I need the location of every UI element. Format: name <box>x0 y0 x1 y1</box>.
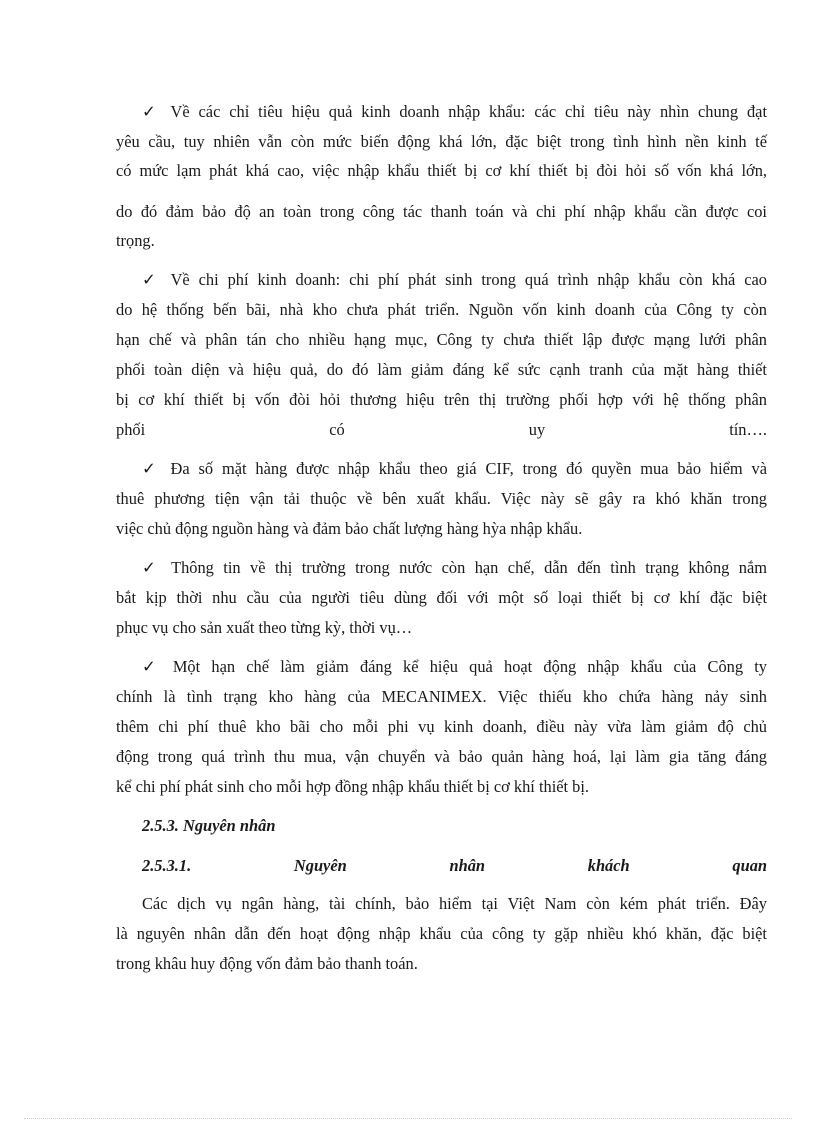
paragraph-5-line-1: ✓ Một hạn chế làm giảm đáng kể hiệu quả hoạt động nhập khẩu của Công ty <box>142 657 767 676</box>
paragraph-1-line-2: yêu cầu, tuy nhiên vẫn còn mức biến động khá lớn, đặc biệt trong tình hình nền kinh tế <box>116 132 767 151</box>
paragraph-5-line-4: động trong quá trình thu mua, vận chuyển và bảo quản hàng hoá, lại làm gia tăng đáng <box>116 747 767 766</box>
paragraph-5-line-5: kể chi phí phát sinh cho mỗi hợp đồng nhập khẩu thiết bị cơ khí thiết bị. <box>116 777 590 796</box>
paragraph-3-line-3: việc chủ động nguồn hàng và đảm bảo chất lượng hàng hỳa nhập khẩu. <box>116 519 583 538</box>
closing-paragraph-line-2: là nguyên nhân dẫn đến hoạt động nhập khẩu của công ty gặp nhiều khó khăn, đặc biệt <box>116 924 767 943</box>
checkmark-icon: ✓ <box>142 657 163 676</box>
page-bottom-rule <box>24 1118 792 1119</box>
paragraph-5-line-2: chính là tình trạng kho hàng của MECANIMEX. Việc thiếu kho chứa hàng nảy sinh <box>116 687 767 706</box>
paragraph-1-line-1: ✓ Về các chỉ tiêu hiệu quả kinh doanh nhập khẩu: các chỉ tiêu này nhìn chung đạt <box>142 102 767 121</box>
paragraph-4-line-3: phục vụ cho sản xuất theo từng kỳ, thời vụ… <box>116 618 413 637</box>
checkmark-icon: ✓ <box>142 270 161 289</box>
paragraph-2-line-3: hạn chế và phân tán cho nhiều hạng mục, Công ty chưa thiết lập được mạng lưới phân <box>116 330 767 349</box>
closing-paragraph-line-3: trong khâu huy động vốn đảm bảo thanh toán. <box>116 954 418 973</box>
paragraph-2-line-1: ✓ Về chi phí kinh doanh: chi phí phát sinh trong quá trình nhập khẩu còn khá cao <box>142 270 767 289</box>
checkmark-icon: ✓ <box>142 102 161 121</box>
checkmark-icon: ✓ <box>142 558 162 577</box>
paragraph-1-line-3: có mức lạm phát khá cao, việc nhập khẩu thiết bị cơ khí thiết bị đòi hỏi số vốn khá lớn, <box>116 161 767 180</box>
paragraph-3-line-2: thuê phương tiện vận tải thuộc về bên xuất khẩu. Việc này sẽ gây ra khó khăn trong <box>116 489 767 508</box>
paragraph-2-line-4: phối toàn diện và hiệu quả, do đó làm giảm đáng kể sức cạnh tranh của mặt hàng thiết <box>116 360 767 379</box>
paragraph-4-line-1: ✓ Thông tin về thị trường trong nước còn hạn chế, dẫn đến tình trạng không nắm <box>142 558 767 577</box>
paragraph-3-line-1: ✓ Đa số mặt hàng được nhập khẩu theo giá CIF, trong đó quyền mua bảo hiểm và <box>142 459 768 478</box>
subsection-heading: 2.5.3.1. Nguyên nhân khách quan <box>142 856 767 875</box>
closing-paragraph-line-1: Các dịch vụ ngân hàng, tài chính, bảo hiểm tại Việt Nam còn kém phát triển. Đây <box>142 894 767 913</box>
section-heading: 2.5.3. Nguyên nhân <box>142 816 276 835</box>
paragraph-1-line-4: do đó đảm bảo độ an toàn trong công tác thanh toán và chi phí nhập khẩu cần được coi <box>116 202 767 221</box>
paragraph-5-line-3: thêm chi phí thuê kho bãi cho mỗi phi vụ kinh doanh, điều này vừa làm giảm độ chủ <box>116 717 767 736</box>
paragraph-4-line-2: bắt kịp thời nhu cầu của người tiêu dùng đối với một số loại thiết bị cơ khí đặc biệt <box>116 588 767 607</box>
checkmark-icon: ✓ <box>142 459 161 478</box>
paragraph-2-line-6: phối có uy tín…. <box>116 420 767 439</box>
paragraph-1-line-5: trọng. <box>116 231 155 250</box>
paragraph-2-line-5: bị cơ khí thiết bị vốn đòi hỏi thương hiệu trên thị trường phối hợp với hệ thống phân <box>116 390 767 409</box>
paragraph-2-line-2: do hệ thống bến bãi, nhà kho chưa phát triển. Nguồn vốn kinh doanh của Công ty còn <box>116 300 767 319</box>
